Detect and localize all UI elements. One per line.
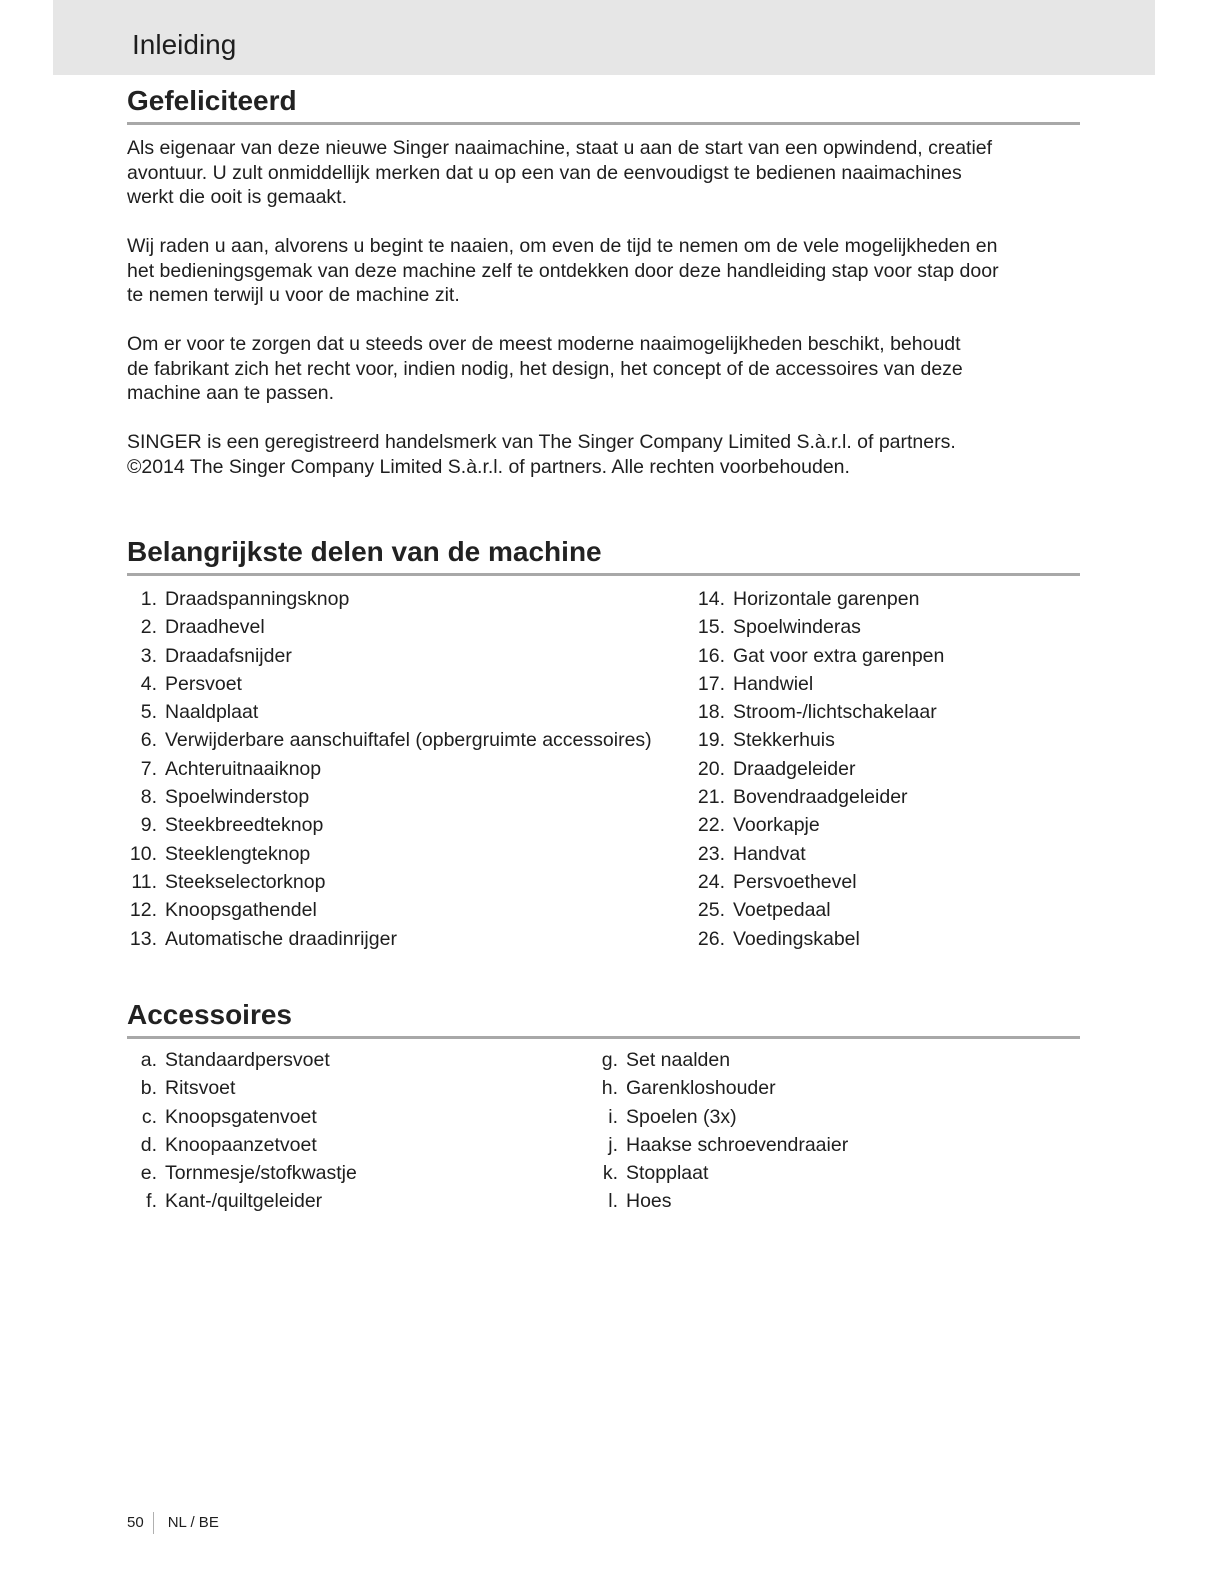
list-item: [127, 755, 652, 783]
item-number: 12.: [129, 899, 157, 922]
intro-paragraph: Wij raden u aan, alvorens u begint te naaien, om even de tijd te nemen om de vele mogelijkheden en het bedieningsgemak van deze machine zelf te ontdekken door deze handleiding stap voor stap door te nemen terwijl u voor de machine zit.: [127, 235, 999, 306]
item-label: Spoelen (3x): [626, 1105, 737, 1128]
page-footer: [127, 1512, 219, 1534]
item-number: 13.: [129, 927, 157, 950]
item-number: 5.: [140, 701, 157, 724]
page-number: 50: [127, 1512, 154, 1534]
item-number: 19.: [697, 729, 725, 752]
item-label: Gat voor extra garenpen: [733, 644, 945, 667]
item-number: 3.: [140, 644, 157, 667]
item-number: 20.: [697, 757, 725, 780]
trademark-notice: SINGER is een geregistreerd handelsmerk van The Singer Company Limited S.à.r.l. of partners. ©2014 The Singer Company Limited S.à.r.l. of partners. Alle rechten voorbehouden.: [127, 431, 956, 478]
item-number: 7.: [140, 757, 157, 780]
list-item: [696, 925, 944, 953]
item-label: Knoopaanzetvoet: [165, 1133, 317, 1156]
item-label: Draadspanningsknop: [165, 588, 350, 610]
item-label: Stopplaat: [626, 1162, 709, 1185]
region-label: NL / BE: [167, 1514, 219, 1531]
list-item: [696, 896, 944, 924]
item-number: 10.: [129, 842, 157, 865]
item-number: 24.: [697, 870, 725, 893]
item-label: Steekbreedteknop: [165, 814, 324, 837]
intro-paragraph: Als eigenaar van deze nieuwe Singer naaimachine, staat u aan de start van een opwindend, creatief avontuur. U zult onmiddellijk merken dat u op een van de eenvoudigst te bedienen naaimachines werkt die ooit is gemaakt.: [127, 137, 993, 208]
item-number: 4.: [140, 672, 157, 695]
item-number: 23.: [697, 842, 725, 865]
item-number: 25.: [697, 899, 725, 922]
section-title: Inleiding: [132, 29, 237, 60]
accessories-list-right: [594, 1046, 848, 1216]
item-label: Verwijderbare aanschuiftafel (opbergruimte accessoires): [165, 729, 652, 752]
list-item: [127, 670, 652, 698]
item-label: Set naalden: [626, 1049, 731, 1071]
item-number: 26.: [697, 927, 725, 950]
item-label: Bovendraadgeleider: [733, 786, 908, 809]
item-letter: e.: [140, 1162, 157, 1185]
list-item: [127, 698, 652, 726]
list-item: [696, 670, 944, 698]
item-number: 8.: [140, 786, 157, 809]
item-label: Handwiel: [733, 672, 814, 695]
item-number: 1.: [140, 588, 157, 610]
item-label: Spoelwinderstop: [165, 786, 310, 809]
list-item: [696, 642, 944, 670]
item-letter: l.: [608, 1190, 618, 1213]
list-item: [133, 1187, 357, 1215]
item-label: Kant-/quiltgeleider: [165, 1190, 323, 1213]
list-item: [127, 840, 652, 868]
list-item: [594, 1074, 848, 1102]
item-number: 6.: [140, 729, 157, 752]
list-item: [127, 811, 652, 839]
item-letter: h.: [601, 1077, 618, 1100]
item-label: Naaldplaat: [165, 701, 259, 724]
item-label: Persvoet: [165, 672, 242, 695]
list-item: [696, 585, 944, 613]
item-number: 16.: [697, 644, 725, 667]
item-number: 21.: [697, 786, 725, 809]
list-item: [594, 1159, 848, 1187]
item-label: Handvat: [733, 842, 806, 865]
item-label: Draadafsnijder: [165, 644, 292, 667]
item-letter: i.: [608, 1105, 618, 1128]
item-number: 15.: [697, 616, 725, 639]
item-label: Steeklengteknop: [165, 842, 311, 865]
list-item: [127, 868, 652, 896]
list-item: [133, 1074, 357, 1102]
item-label: Haakse schroevendraaier: [626, 1133, 849, 1156]
list-item: [594, 1046, 848, 1074]
item-letter: c.: [141, 1105, 157, 1128]
item-letter: d.: [140, 1133, 157, 1156]
item-label: Voetpedaal: [733, 899, 831, 922]
list-item: [696, 811, 944, 839]
item-letter: j.: [608, 1133, 618, 1156]
item-label: Ritsvoet: [165, 1077, 236, 1100]
item-label: Draadhevel: [165, 616, 265, 639]
item-label: Spoelwinderas: [733, 616, 861, 639]
item-label: Persvoethevel: [733, 870, 857, 893]
item-label: Garenkloshouder: [626, 1077, 776, 1100]
list-item: [127, 613, 652, 641]
list-item: [133, 1159, 357, 1187]
list-item: [127, 783, 652, 811]
item-number: 17.: [697, 672, 725, 695]
parts-heading: Belangrijkste delen van de machine: [127, 535, 1080, 576]
list-item: [696, 840, 944, 868]
list-item: [133, 1131, 357, 1159]
item-label: Tornmesje/stofkwastje: [165, 1162, 357, 1185]
item-letter: b.: [140, 1077, 157, 1100]
list-item: [696, 783, 944, 811]
item-label: Hoes: [626, 1190, 672, 1213]
list-item: [696, 755, 944, 783]
item-label: Automatische draadinrijger: [165, 927, 397, 950]
parts-list-right: [696, 585, 944, 953]
item-label: Draadgeleider: [733, 757, 856, 780]
accessories-list-left: [133, 1046, 357, 1216]
item-number: 14.: [697, 588, 725, 610]
list-item: [127, 925, 652, 953]
item-label: Voedingskabel: [733, 927, 860, 950]
list-item: [594, 1103, 848, 1131]
item-number: 22.: [697, 814, 725, 837]
item-label: Voorkapje: [733, 814, 820, 837]
list-item: [133, 1103, 357, 1131]
list-item: [127, 585, 652, 613]
list-item: [696, 698, 944, 726]
list-item: [696, 726, 944, 754]
item-number: 2.: [140, 616, 157, 639]
item-label: Standaardpersvoet: [165, 1049, 330, 1071]
item-number: 11.: [131, 870, 157, 893]
intro-paragraph: Om er voor te zorgen dat u steeds over de meest moderne naaimogelijkheden beschikt, behoudt de fabrikant zich het recht voor, indien nodig, het design, het concept of de accessoires van deze machine aan te passen.: [127, 333, 963, 404]
item-label: Stekkerhuis: [733, 729, 835, 752]
accessories-heading: Accessoires: [127, 998, 1080, 1039]
list-item: [594, 1187, 848, 1215]
item-label: Knoopsgatenvoet: [165, 1105, 317, 1128]
item-number: 18.: [697, 701, 725, 724]
item-letter: g.: [601, 1049, 618, 1071]
list-item: [127, 642, 652, 670]
list-item: [127, 896, 652, 924]
item-label: Horizontale garenpen: [733, 588, 920, 610]
item-letter: f.: [146, 1190, 157, 1213]
item-label: Steekselectorknop: [165, 870, 326, 893]
item-number: 9.: [140, 814, 157, 837]
intro-heading: Gefeliciteerd: [127, 84, 1080, 125]
list-item: [133, 1046, 357, 1074]
list-item: [127, 726, 652, 754]
item-label: Stroom-/lichtschakelaar: [733, 701, 937, 724]
item-letter: a.: [140, 1049, 157, 1071]
item-label: Achteruitnaaiknop: [165, 757, 322, 780]
list-item: [696, 613, 944, 641]
item-letter: k.: [602, 1162, 618, 1185]
parts-list-left: [127, 585, 652, 953]
list-item: [594, 1131, 848, 1159]
list-item: [696, 868, 944, 896]
item-label: Knoopsgathendel: [165, 899, 317, 922]
